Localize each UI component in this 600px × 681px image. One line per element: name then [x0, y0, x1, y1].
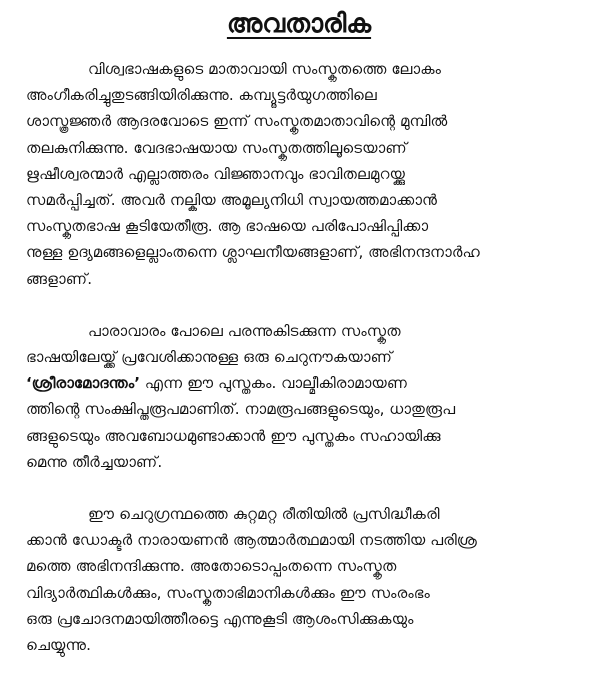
text-line: ചെയ്യുന്നു. — [26, 636, 91, 655]
text-line: നുള്ള ഉദ്യമങ്ങളെല്ലാംതന്നെ ശ്ലാഘനീയങ്ങളാണ്, അഭിനന്ദനാർഹ — [26, 243, 480, 262]
page-title: അവതാരിക — [226, 9, 372, 39]
text-line: ‘ശ്രീരാമോദന്തം’ എന്ന ഈ പുസ്തകം. വാല്മീകിരാമായണ — [26, 374, 408, 393]
text-line: ഒരു പ്രചോദനമായിത്തീരട്ടെ എന്നുകൂടി ആശംസിക്കുകയും — [26, 609, 414, 628]
text-line: തലകുനിക്കുന്നു. വേദഭാഷയായ സംസ്കൃതത്തിലൂടെയാണ് — [26, 138, 407, 157]
text-line: അംഗീകരിച്ചുതുടങ്ങിയിരിക്കുന്നു. കമ്പ്യൂട്ടർയുഗത്തിലെ — [26, 86, 377, 105]
text-line: ശാസ്ത്രജ്ഞർ ആദരവോടെ ഇന്ന് സംസ്കൃതമാതാവിന്റെ മുമ്പിൽ — [26, 112, 448, 131]
text-line: ഋഷീശ്വരന്മാർ എല്ലാത്തരം വിജ്ഞാനവും ഭാവിതലമുറയ്ക്കു — [26, 164, 406, 183]
text-line: ക്കാൻ ഡോക്ടർ നാരായണൻ ആത്മാർത്ഥമായി നടത്തിയ പരിശ്ര — [26, 531, 478, 550]
text-line: പാരാവാരം പോലെ പരന്നുകിടക്കുന്ന സംസ്കൃത — [88, 321, 401, 340]
text-line: ങ്ങളുടെയും അവബോധമുണ്ടാക്കാൻ ഈ പുസ്തകം സഹായിക്കു — [26, 426, 441, 445]
book-title: ‘ശ്രീരാമോദന്തം’ — [26, 374, 141, 393]
text-line: മെന്നു തീർച്ചയാണ്. — [26, 452, 163, 471]
text-line: ഭാഷയിലേയ്ക്ക് പ്രവേശിക്കാനുള്ള ഒരു ചെറുനൗകയാണ് — [26, 348, 393, 367]
text-line: ങ്ങളാണ്. — [26, 269, 93, 288]
text-line: വിദ്യാർത്ഥികൾക്കും, സംസ്കൃതാഭിമാനികൾക്കും ഈ സംരംഭം — [26, 583, 430, 602]
text-line: സമർപ്പിച്ചത്. അവർ നല്കിയ അമൂല്യനിധി സ്വായത്തമാക്കാൻ — [26, 191, 438, 210]
text-line: സംസ്കൃതഭാഷ കൂടിയേതീരൂ. ആ ഭാഷയെ പരിപോഷിപ്പിക്കാ — [26, 217, 429, 236]
text-line: വിശ്വഭാഷകളുടെ മാതാവായി സംസ്കൃതത്തെ ലോകം — [88, 60, 442, 78]
text-line: മത്തെ അഭിനന്ദിക്കുന്നു. അതോടൊപ്പംതന്നെ സംസ്കൃത — [26, 557, 397, 576]
paragraph-2 — [26, 318, 572, 475]
paragraph-1 — [26, 56, 572, 292]
text-line: ത്തിന്റെ സംക്ഷിപ്തരൂപമാണിത്. നാമരൂപങ്ങളുടെയും, ധാതുരൂപ — [26, 400, 456, 419]
paragraph-3 — [26, 501, 572, 658]
text-line: ഈ ചെറുഗ്രന്ഥത്തെ കുറ്റമറ്റ രീതിയിൽ പ്രസിദ്ധീകരി — [88, 505, 440, 524]
